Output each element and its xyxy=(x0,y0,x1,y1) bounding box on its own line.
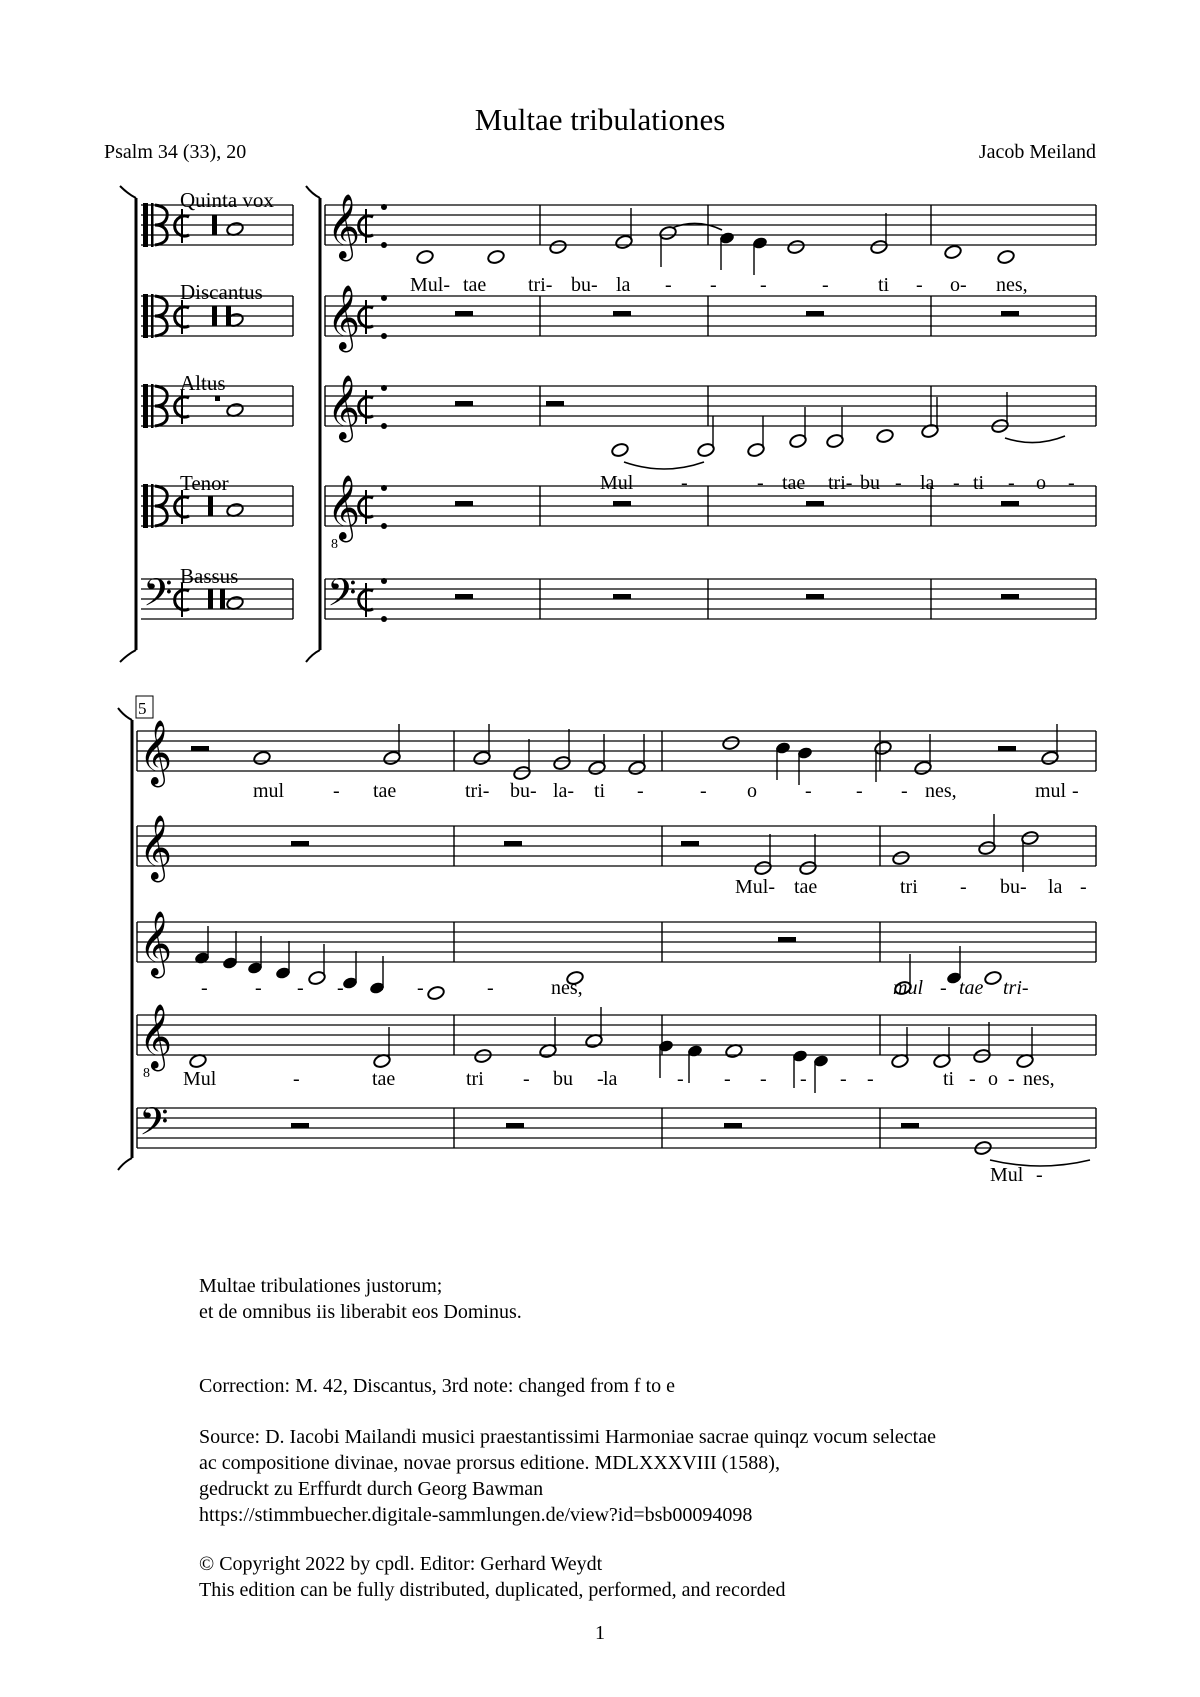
lyric: tri xyxy=(900,876,918,898)
lyric: - xyxy=(417,977,424,999)
lyric: - xyxy=(760,274,767,296)
measure-number-box xyxy=(136,696,153,718)
rest xyxy=(291,841,309,846)
rest xyxy=(455,594,473,599)
lyric: - xyxy=(1008,1068,1015,1090)
lyric: tae xyxy=(782,472,806,494)
lyric: - xyxy=(960,876,967,898)
treble-clef-icon: 𝄞 xyxy=(327,285,361,350)
lyric: mul xyxy=(1035,780,1067,802)
lyric: - xyxy=(916,274,923,296)
rest xyxy=(998,746,1016,751)
voice-name-discantus: Discantus xyxy=(180,280,263,304)
lyric: o xyxy=(747,780,757,802)
note-head xyxy=(611,442,630,458)
rest xyxy=(724,1123,742,1128)
c-clef-icon xyxy=(151,294,154,338)
note-head xyxy=(997,249,1016,265)
lyric: - xyxy=(297,977,304,999)
c-clef-icon xyxy=(143,294,148,338)
note-head xyxy=(944,244,963,260)
lyric: - xyxy=(1068,472,1075,494)
lyric: Mul xyxy=(183,1068,217,1090)
lyric: tri- xyxy=(528,274,553,296)
lyric: la xyxy=(1048,876,1063,898)
lyric: - xyxy=(1072,780,1079,802)
lyric: bu xyxy=(553,1068,573,1090)
rest xyxy=(613,311,631,316)
rest xyxy=(455,311,473,316)
lyric: o xyxy=(1036,472,1046,494)
lyric: tri- xyxy=(828,472,853,494)
lyric: la xyxy=(616,274,631,296)
lyric: nes, xyxy=(996,274,1028,296)
lyric: - xyxy=(1080,876,1087,898)
composer-name: Jacob Meiland xyxy=(978,141,1096,163)
lyric: - xyxy=(805,780,812,802)
lyric: - xyxy=(757,472,764,494)
treble-clef-icon: 𝄞 xyxy=(139,720,173,785)
c-clef-icon xyxy=(143,203,148,247)
system-bracket xyxy=(118,708,132,1170)
dot xyxy=(381,242,387,248)
c-clef-icon xyxy=(151,484,154,528)
lyric: tae xyxy=(959,977,984,999)
mensural-note xyxy=(212,306,217,326)
lyric: nes, xyxy=(1023,1068,1055,1090)
lyric: la xyxy=(920,472,935,494)
rest xyxy=(506,1123,524,1128)
dot xyxy=(381,485,387,491)
lyric: tri xyxy=(466,1068,484,1090)
note-head xyxy=(549,239,568,255)
bass-clef-icon: 𝄢 xyxy=(139,1099,169,1153)
c-clef-icon xyxy=(151,203,154,247)
note-head xyxy=(722,735,741,751)
tie xyxy=(1005,436,1065,443)
lyric: - xyxy=(840,1068,847,1090)
bass-clef-icon: 𝄢 xyxy=(143,570,173,624)
latin-text-line-1: Multae tribulationes justorum; xyxy=(199,1275,443,1297)
mensural-note xyxy=(208,589,213,609)
lyric: mul xyxy=(253,780,285,802)
treble-clef-icon: 𝄞 xyxy=(139,911,173,976)
lyric: bu- xyxy=(571,274,598,296)
rest xyxy=(901,1123,919,1128)
dot xyxy=(381,423,387,429)
lyric: - xyxy=(800,1068,807,1090)
c-clef-icon xyxy=(143,384,148,428)
lyric: - xyxy=(665,274,672,296)
lyric: tri- xyxy=(465,780,490,802)
lyric: tae xyxy=(372,1068,396,1090)
rest xyxy=(806,594,824,599)
system-bracket xyxy=(120,186,136,662)
treble-clef-icon: 𝄞 xyxy=(327,375,361,440)
rest xyxy=(1001,501,1019,506)
rest xyxy=(455,401,473,406)
note-head xyxy=(427,985,446,1001)
lyric: - xyxy=(681,472,688,494)
note-head xyxy=(416,249,435,265)
voice-name-altus: Altus xyxy=(180,371,226,395)
bass-clef-icon: 𝄢 xyxy=(327,570,357,624)
lyric: - xyxy=(822,274,829,296)
mensural-note xyxy=(215,396,220,401)
mensural-note xyxy=(212,215,217,235)
source-line-1: Source: D. Iacobi Mailandi musici praestantissimi Harmoniae sacrae quinqz vocum selectae xyxy=(199,1426,936,1448)
lyric: ti xyxy=(878,274,890,296)
rest xyxy=(1001,594,1019,599)
dot xyxy=(381,204,387,210)
rest xyxy=(806,501,824,506)
lyric: - xyxy=(487,977,494,999)
tie xyxy=(624,462,704,469)
note-head xyxy=(474,1048,493,1064)
octave-mark: 8 xyxy=(331,537,338,552)
lyric: la- xyxy=(553,780,575,802)
octave-mark: 8 xyxy=(143,1066,150,1081)
lyric: - xyxy=(377,977,384,999)
treble-clef-icon: 𝄞 xyxy=(327,475,361,540)
lyric: - xyxy=(901,780,908,802)
lyric: - xyxy=(333,780,340,802)
lyric: bu- xyxy=(510,780,537,802)
lyric: - xyxy=(597,1068,604,1090)
note-head xyxy=(487,249,506,265)
lyric: bu xyxy=(860,472,880,494)
source-link[interactable]: https://stimmbuecher.digitale-sammlungen.de/view?id=bsb00094098 xyxy=(199,1504,753,1526)
lyric: Mul xyxy=(990,1164,1024,1186)
dot xyxy=(381,385,387,391)
lyric: - xyxy=(1036,1164,1043,1186)
lyric: Mul- xyxy=(410,274,450,296)
correction-note: Correction: M. 42, Discantus, 3rd note: changed from f to e xyxy=(199,1375,675,1397)
psalm-reference: Psalm 34 (33), 20 xyxy=(104,141,247,163)
lyric: - xyxy=(677,1068,684,1090)
lyric: ti xyxy=(973,472,985,494)
lyric: - xyxy=(940,977,947,999)
source-line-2: ac compositione divinae, novae prorsus editione. MDLXXXVIII (1588), xyxy=(199,1452,780,1474)
dot xyxy=(381,578,387,584)
measure-number: 5 xyxy=(138,699,147,718)
lyric: Mul xyxy=(600,472,634,494)
lyric: nes, xyxy=(925,780,957,802)
rest xyxy=(546,401,564,406)
copyright-line-1: © Copyright 2022 by cpdl. Editor: Gerhard Weydt xyxy=(199,1553,603,1575)
system-bracket xyxy=(306,186,320,662)
lyric: bu- xyxy=(1000,876,1027,898)
note-head xyxy=(787,239,806,255)
latin-text-line-2: et de omnibus iis liberabit eos Dominus. xyxy=(199,1301,522,1323)
c-clef-icon xyxy=(151,384,154,428)
lyric: - xyxy=(201,977,208,999)
voice-name-bassus: Bassus xyxy=(180,564,239,588)
lyric: - xyxy=(637,780,644,802)
lyric: o xyxy=(988,1068,998,1090)
c-clef-icon xyxy=(143,484,148,528)
lyric: - xyxy=(953,472,960,494)
page-number: 1 xyxy=(595,1622,605,1644)
lyric: - xyxy=(760,1068,767,1090)
rest xyxy=(613,501,631,506)
voice-name-tenor: Tenor xyxy=(180,471,229,495)
dot xyxy=(381,295,387,301)
voice-name-quinta: Quinta vox xyxy=(180,188,274,212)
lyric: tri- xyxy=(1003,977,1029,999)
lyric: tae xyxy=(373,780,397,802)
lyric: nes, xyxy=(551,977,583,999)
mensural-note xyxy=(220,589,225,609)
treble-clef-icon: 𝄞 xyxy=(327,194,361,259)
lyric: - xyxy=(255,977,262,999)
dot xyxy=(381,616,387,622)
note-head xyxy=(892,850,911,866)
lyric: - xyxy=(710,274,717,296)
lyric: tae xyxy=(794,876,818,898)
rest xyxy=(613,594,631,599)
lyric: - xyxy=(337,977,344,999)
lyric: - xyxy=(523,1068,530,1090)
lyric: ti xyxy=(943,1068,955,1090)
lyric: - xyxy=(867,1068,874,1090)
rest xyxy=(191,746,209,751)
rest xyxy=(504,841,522,846)
rest xyxy=(778,937,796,942)
lyric: Mul- xyxy=(735,876,775,898)
lyric: - xyxy=(1008,472,1015,494)
rest xyxy=(1001,311,1019,316)
lyric: - xyxy=(293,1068,300,1090)
lyric: - xyxy=(969,1068,976,1090)
lyric: - xyxy=(724,1068,731,1090)
lyric: la xyxy=(603,1068,618,1090)
dot xyxy=(381,333,387,339)
rest xyxy=(291,1123,309,1128)
rest xyxy=(455,501,473,506)
note-head xyxy=(984,970,1003,986)
dot xyxy=(381,523,387,529)
rest xyxy=(806,311,824,316)
lyric: o- xyxy=(950,274,967,296)
lyric: mul xyxy=(893,977,923,999)
rest xyxy=(681,841,699,846)
copyright-line-2: This edition can be fully distributed, duplicated, performed, and recorded xyxy=(199,1579,786,1601)
treble-clef-icon: 𝄞 xyxy=(139,815,173,880)
page-title: Multae tribulationes xyxy=(474,102,726,137)
lyric: - xyxy=(856,780,863,802)
note-head xyxy=(876,428,895,444)
source-line-3: gedruckt zu Erffurdt durch Georg Bawman xyxy=(199,1478,544,1500)
mensural-note xyxy=(208,496,213,516)
lyric: tae xyxy=(463,274,487,296)
treble-clef-icon: 𝄞 xyxy=(139,1004,173,1069)
note-head xyxy=(253,750,272,766)
lyric: - xyxy=(700,780,707,802)
lyric: ti xyxy=(594,780,606,802)
lyric: - xyxy=(895,472,902,494)
